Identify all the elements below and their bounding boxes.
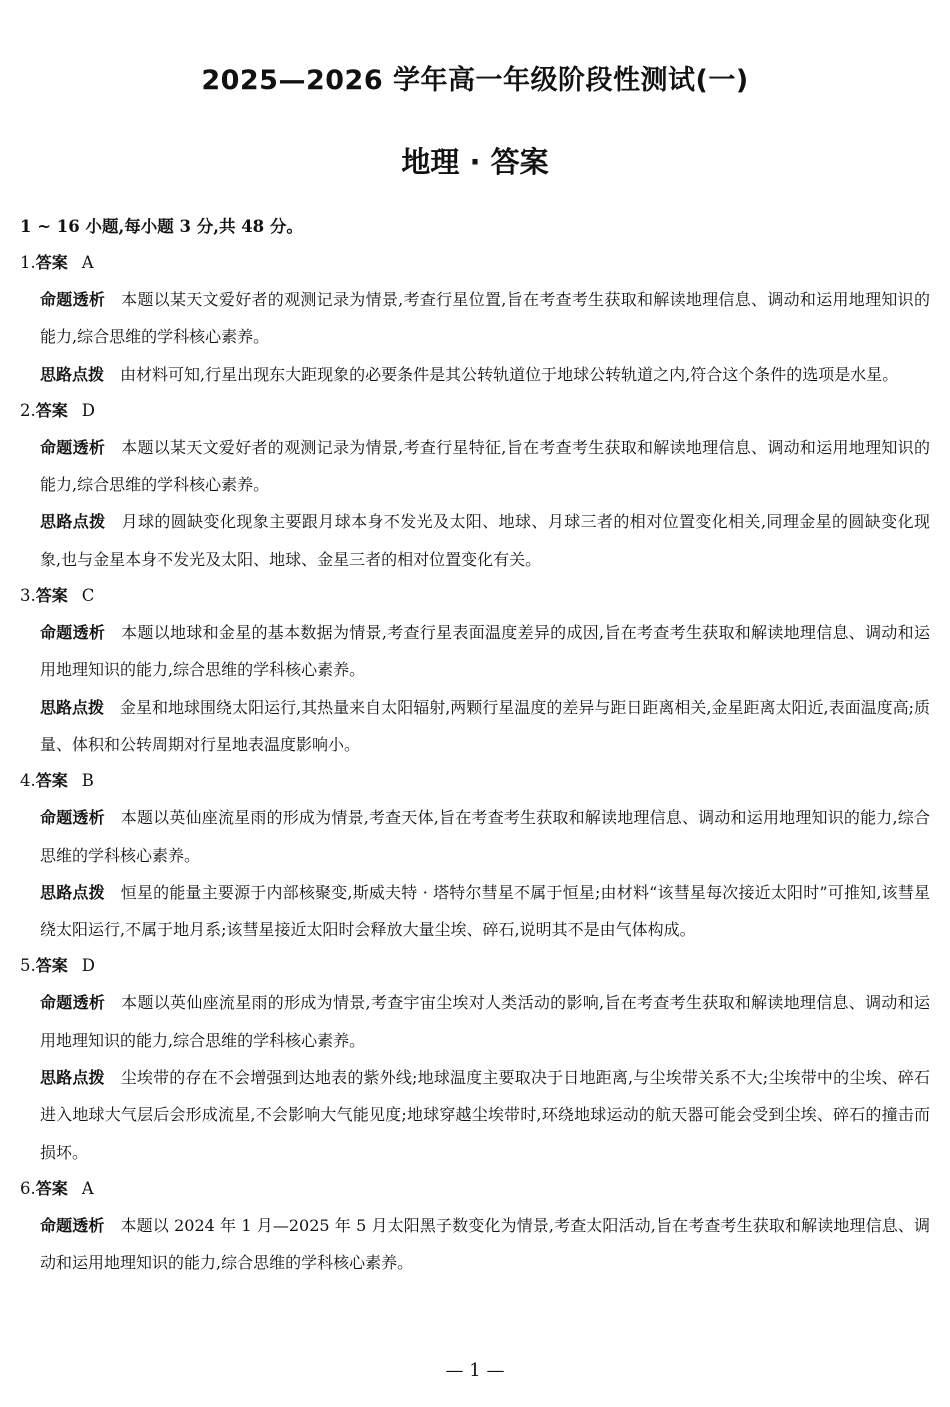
question-number: 1. bbox=[20, 253, 36, 272]
question-number: 4. bbox=[20, 771, 36, 791]
analysis-text: 本题以地球和金星的基本数据为情景,考查行星表面温度差异的成因,旨在考查考生获取和解读地理信息、调动和运用地理知识的能力,综合思维的学科核心素养。 bbox=[40, 623, 930, 680]
question-answer-line bbox=[20, 948, 930, 984]
analysis-label: 命题透析 bbox=[40, 993, 106, 1013]
hint-paragraph bbox=[40, 356, 930, 393]
answer-value: D bbox=[81, 956, 95, 976]
scoring-intro: 1 ~ 16 小题,每小题 3 分,共 48 分。 bbox=[20, 217, 303, 236]
hint-paragraph bbox=[40, 503, 930, 578]
hint-paragraph bbox=[40, 689, 930, 764]
answer-label: 答案 bbox=[35, 586, 68, 606]
question-number: 3. bbox=[20, 586, 36, 606]
question-answer-line bbox=[20, 578, 930, 614]
analysis-text: 本题以 2024 年 1 月—2025 年 5 月太阳黑子数变化为情景,考查太阳活动,旨在考查考生获取和解读地理信息、调动和运用地理知识的能力,综合思维的学科核心素养。 bbox=[40, 1215, 930, 1273]
question-number: 5. bbox=[20, 956, 36, 976]
answer-value: D bbox=[81, 400, 95, 420]
analysis-paragraph bbox=[40, 429, 930, 504]
analysis-paragraph bbox=[40, 281, 930, 356]
answer-label: 答案 bbox=[35, 771, 68, 791]
answer-value: A bbox=[81, 253, 94, 272]
hint-label: 思路点拨 bbox=[40, 512, 106, 532]
hint-text: 金星和地球围绕太阳运行,其热量来自太阳辐射,两颗行星温度的差异与距日距离相关,金星距离太阳近,表面温度高;质量、体积和公转周期对行星地表温度影响小。 bbox=[40, 697, 930, 754]
hint-text: 月球的圆缺变化现象主要跟月球本身不发光及太阳、地球、月球三者的相对位置变化相关,同理金星的圆缺变化现象,也与金星本身不发光及太阳、地球、金星三者的相对位置变化有关。 bbox=[40, 512, 930, 569]
hint-label: 思路点拨 bbox=[40, 882, 105, 902]
analysis-text: 本题以英仙座流星雨的形成为情景,考查天体,旨在考查考生获取和解读地理信息、调动和运用地理知识的能力,综合思维的学科核心素养。 bbox=[40, 808, 930, 865]
analysis-label: 命题透析 bbox=[40, 808, 105, 828]
answer-label: 答案 bbox=[35, 1178, 68, 1198]
analysis-text: 本题以某天文爱好者的观测记录为情景,考查行星特征,旨在考查考生获取和解读地理信息、调动和运用地理知识的能力,综合思维的学科核心素养。 bbox=[40, 437, 930, 495]
page-subtitle: 地理 · 答案 bbox=[401, 145, 549, 179]
answer-value: B bbox=[81, 771, 94, 791]
answer-value: C bbox=[81, 586, 95, 606]
analysis-paragraph bbox=[40, 799, 930, 874]
analysis-label: 命题透析 bbox=[40, 1215, 105, 1235]
analysis-label: 命题透析 bbox=[40, 290, 106, 309]
page-title: 2025—2026 学年高一年级阶段性测试(一) bbox=[201, 65, 749, 96]
question-number: 2. bbox=[20, 400, 36, 420]
hint-paragraph bbox=[40, 1059, 930, 1171]
analysis-label: 命题透析 bbox=[40, 623, 106, 643]
analysis-paragraph bbox=[40, 1207, 930, 1282]
page-number: — 1 — bbox=[445, 1360, 505, 1381]
question-answer-line bbox=[20, 1171, 930, 1207]
question-answer-line bbox=[20, 763, 930, 799]
question-answer-line bbox=[20, 393, 930, 429]
hint-text: 尘埃带的存在不会增强到达地表的紫外线;地球温度主要取决于日地距离,与尘埃带关系不大;尘埃带中的尘埃、碎石进入地球大气层后会形成流星,不会影响大气能见度;地球穿越尘埃带时,环绕地球运动的航天器可能会受到尘埃、碎石的撞击而损坏。 bbox=[40, 1068, 930, 1162]
analysis-label: 命题透析 bbox=[40, 437, 106, 457]
answer-content bbox=[20, 209, 930, 1282]
answer-label: 答案 bbox=[35, 253, 68, 272]
answer-label: 答案 bbox=[35, 956, 68, 976]
question-answer-line bbox=[20, 245, 930, 281]
hint-text: 恒星的能量主要源于内部核聚变,斯威夫特 · 塔特尔彗星不属于恒星;由材料“该彗星每次接近太阳时”可推知,该彗星绕太阳运行,不属于地月系;该彗星接近太阳时会释放大量尘埃、碎石,说明其不是由气体构成。 bbox=[40, 882, 930, 940]
analysis-paragraph bbox=[40, 984, 930, 1059]
answer-label: 答案 bbox=[35, 400, 68, 420]
hint-text: 由材料可知,行星出现东大距现象的必要条件是其公转轨道位于地球公转轨道之内,符合这个条件的选项是水星。 bbox=[120, 364, 899, 384]
hint-label: 思路点拨 bbox=[40, 697, 105, 717]
hint-label: 思路点拨 bbox=[40, 364, 105, 384]
analysis-text: 本题以某天文爱好者的观测记录为情景,考查行星位置,旨在考查考生获取和解读地理信息、调动和运用地理知识的能力,综合思维的学科核心素养。 bbox=[40, 290, 930, 347]
question-number: 6. bbox=[20, 1178, 36, 1198]
hint-label: 思路点拨 bbox=[40, 1068, 105, 1088]
answer-value: A bbox=[81, 1178, 94, 1198]
hint-paragraph bbox=[40, 874, 930, 949]
analysis-text: 本题以英仙座流星雨的形成为情景,考查宇宙尘埃对人类活动的影响,旨在考查考生获取和解读地理信息、调动和运用地理知识的能力,综合思维的学科核心素养。 bbox=[40, 993, 930, 1050]
analysis-paragraph bbox=[40, 614, 930, 689]
